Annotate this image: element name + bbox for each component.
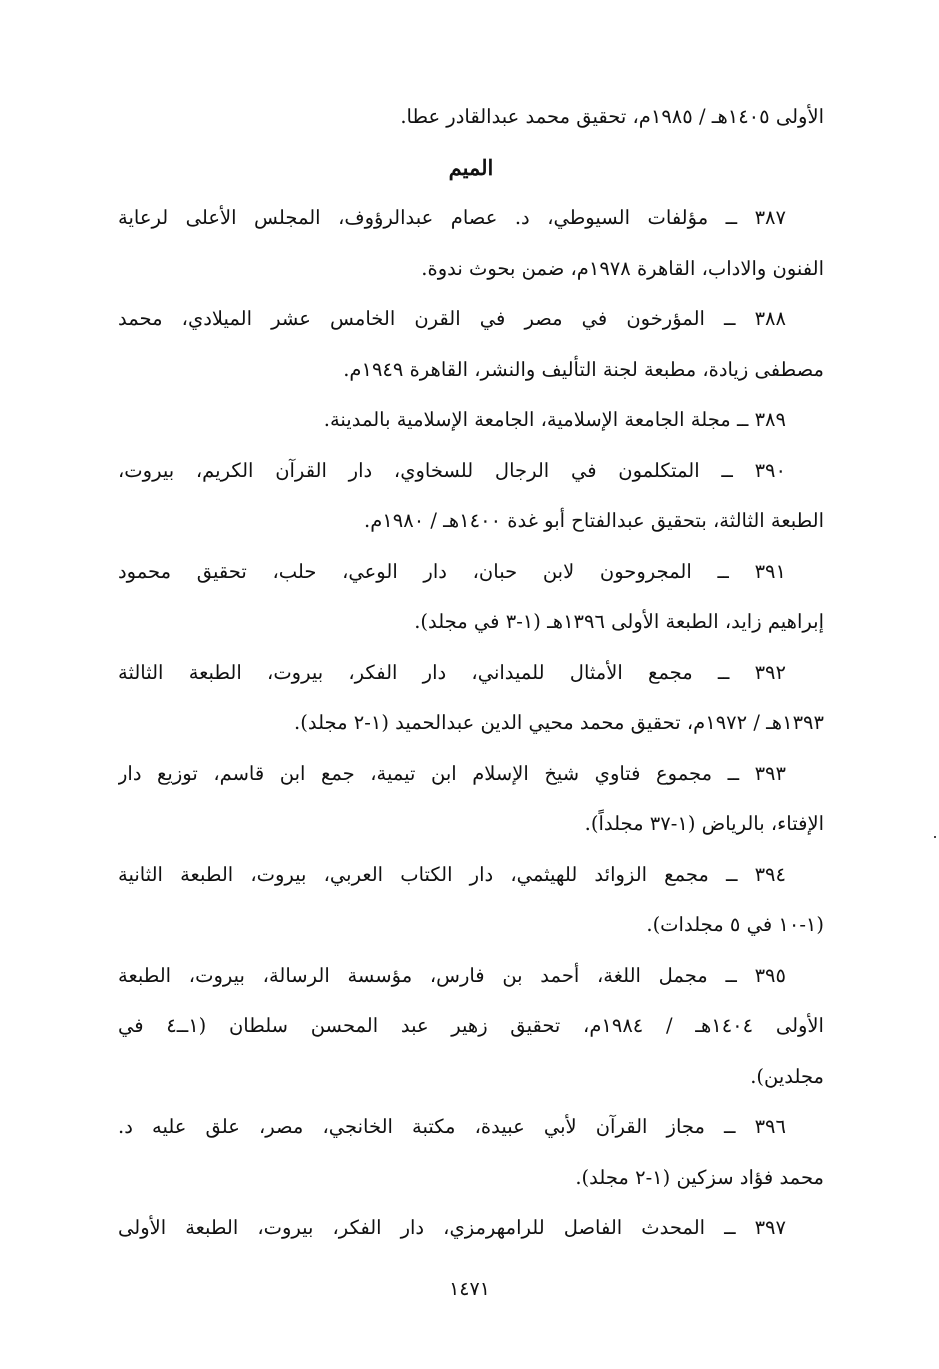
entry-388-line-2: مصطفى زيادة، مطبعة لجنة التأليف والنشر، القاهرة ١٩٤٩م. [343,357,824,381]
entry-388-line-1: ٣٨٨ ــ المؤرخون في مصر في القرن الخامس عشر الميلادي، محمد [118,307,786,330]
entry-395-line-1: ٣٩٥ ــ مجمل اللغة، أحمد بن فارس، مؤسسة الرسالة، بيروت، الطبعة [118,963,786,987]
entry-392-line-1: ٣٩٢ ــ مجمع الأمثال للميداني، دار الفكر، بيروت، الطبعة الثالثة [118,660,786,684]
entry-394-line-1: ٣٩٤ ــ مجمع الزوائد للهيثمي، دار الكتاب العربي، بيروت، الطبعة الثانية [118,862,786,886]
text-line: الأولى ١٤٠٥هـ / ١٩٨٥م، تحقيق محمد عبدالقادر عطا. [400,105,824,128]
entry-396-line-1: ٣٩٦ ــ مجاز القرآن لأبي عبيدة، مكتبة الخانجي، مصر، علق عليه د. [118,1115,786,1138]
entry-389-line-1: ٣٨٩ ــ مجلة الجامعة الإسلامية، الجامعة الإسلامية بالمدينة. [323,408,786,431]
entry-396-line-2: محمد فؤاد سزكين (١-٢ مجلد). [575,1165,824,1189]
document-body [118,92,824,1254]
entry-394-line-2: (١-١٠ في ٥ مجلدات). [646,913,824,936]
entry-391-line-2: إبراهيم زايد، الطبعة الأولى ١٣٩٦هـ (١-٣ في مجلد). [414,610,824,633]
entry-395-line-3: مجلدين). [750,1064,824,1088]
entry-397-line-1: ٣٩٧ ــ المحدث الفاصل للرامهرمزي، دار الفكر، بيروت، الطبعة الأولى [118,1216,786,1239]
entry-391-line-1: ٣٩١ ــ المجروحون لابن حبان، دار الوعي، حلب، تحقيق محمود [118,559,786,583]
entry-387-line-2: الفنون والاداب، القاهرة ١٩٧٨م، ضمن بحوث ندوة. [421,256,824,280]
page-number: ١٤٧١ [449,1278,490,1300]
section-heading: الميم [448,154,494,180]
entry-390-line-1: ٣٩٠ ــ المتكلمون في الرجال للسخاوي، دار القرآن الكريم، بيروت، [118,458,786,482]
entry-392-line-2: ١٣٩٣هـ / ١٩٧٢م، تحقيق محمد محيي الدين عبدالحميد (١-٢ مجلد). [294,711,824,734]
entry-393-line-2: الإفتاء، بالرياض (١-٣٧ مجلداً). [584,812,824,835]
entry-395-line-2: الأولى ١٤٠٤هـ / ١٩٨٤م، تحقيق زهير عبد المحسن سلطان (١ــ٤ في [118,1014,824,1037]
entry-387-line-1: ٣٨٧ ــ مؤلفات السيوطي، د. عصام عبدالرؤوف، المجلس الأعلى لرعاية [118,206,786,229]
entry-390-line-2: الطبعة الثالثة، بتحقيق عبدالفتاح أبو غدة ١٤٠٠هـ / ١٩٨٠م. [364,509,824,532]
scan-speck [934,836,936,838]
entry-393-line-1: ٣٩٣ ــ مجموع فتاوي شيخ الإسلام ابن تيمية، جمع ابن قاسم، توزيع دار [118,761,786,785]
